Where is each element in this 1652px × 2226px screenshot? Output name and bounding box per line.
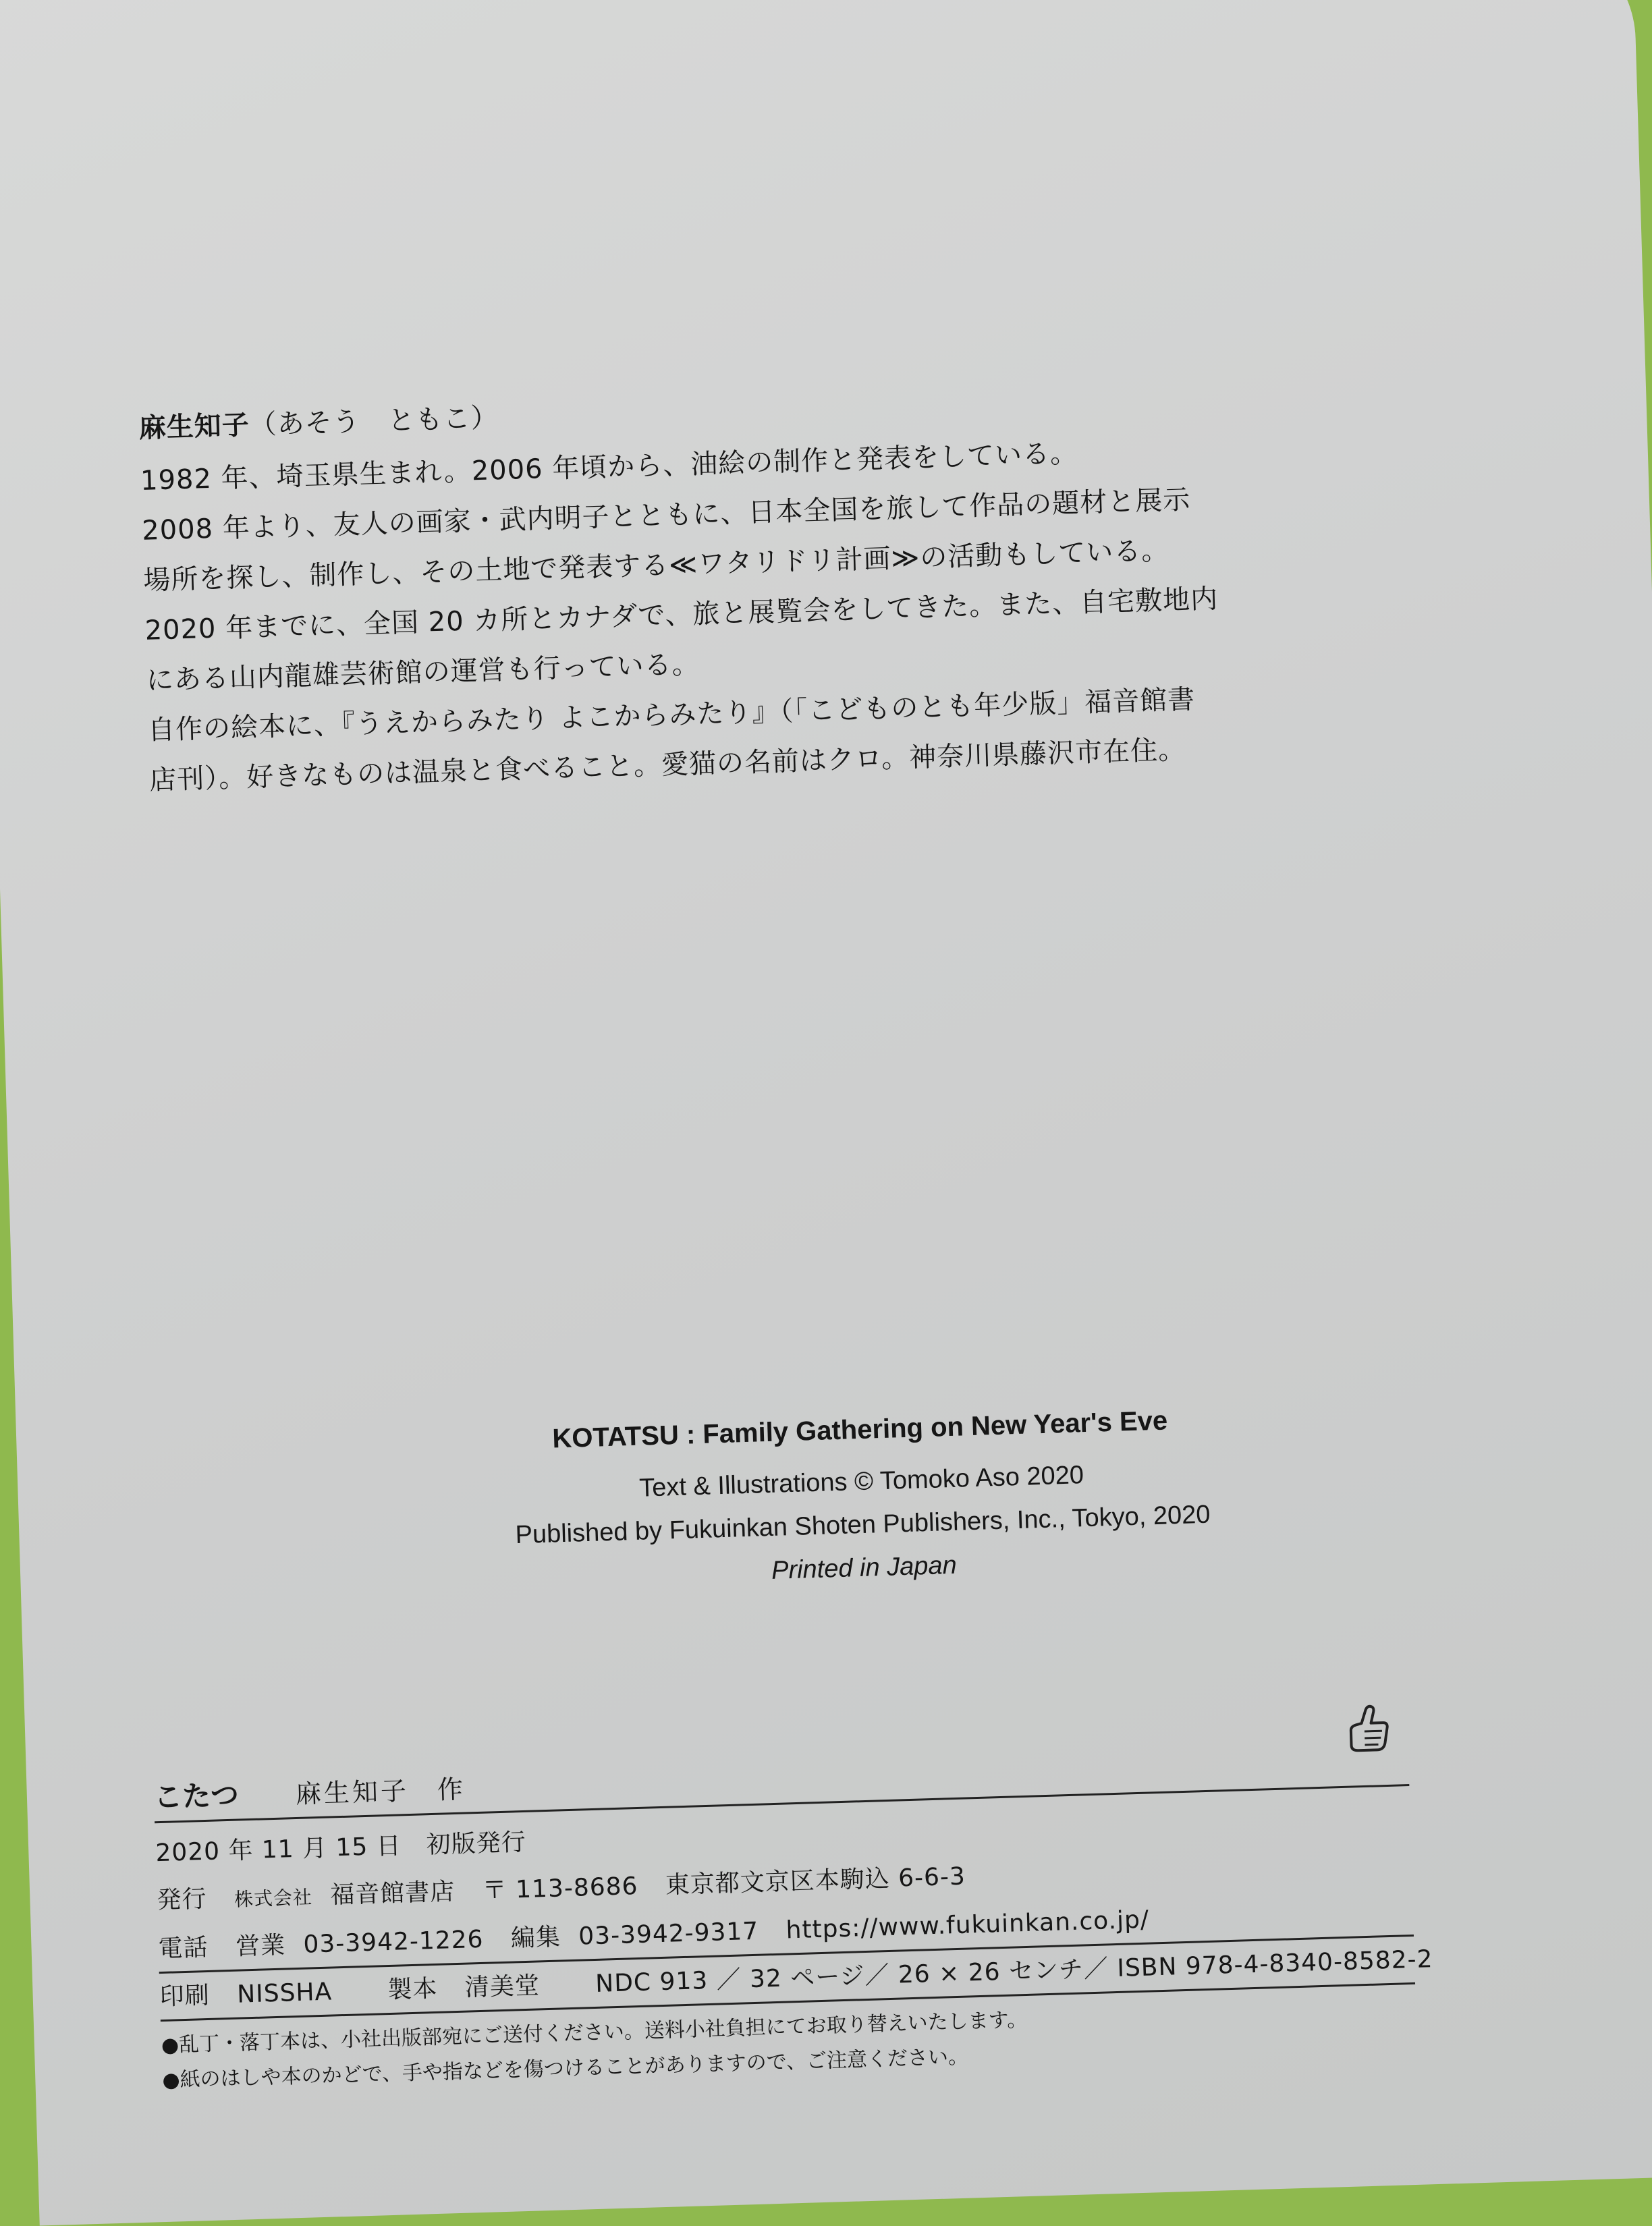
bio-line: 2020 年までに、全国 20 カ所とカナダで、旅と展覧会をしてきた。また、自宅敷地内 <box>144 583 1219 646</box>
sales-phone: 03-3942-1226 <box>302 1925 485 1959</box>
edit-label: 編集 <box>510 1923 561 1953</box>
edit-phone: 03-3942-9317 <box>578 1917 759 1951</box>
author-name: 麻生知子 <box>138 410 250 444</box>
bio-line: にある山内龍雄芸術館の運営も行っている。 <box>146 648 700 696</box>
phone-label: 電話 <box>158 1933 209 1964</box>
english-credits <box>421 1402 1303 1603</box>
bio-line: 2008 年より、友人の画家・武内明子とともに、日本全国を旅して作品の題材と展示 <box>141 484 1191 547</box>
publisher-line: Published by Fukuinkan Shoten Publishers, Inc., Tokyo, 2020 <box>515 1500 1211 1550</box>
note-line: ●紙のはしや本のかどで、手や指などを傷つけることがありますので、ご注意ください。 <box>161 2044 969 2093</box>
bio-line: 自作の絵本に、『うえからみたり よこからみたり』（「こどものとも年少版」福音館書 <box>147 684 1196 746</box>
author-name-kana: （あそう ともこ） <box>249 402 499 441</box>
sales-label: 営業 <box>235 1931 286 1961</box>
print-label: 印刷 <box>159 1981 211 2011</box>
website-url: https://www.fukuinkan.co.jp/ <box>786 1905 1150 1945</box>
company-prefix: 株式会社 <box>233 1886 313 1911</box>
address: 東京都文京区本駒込 6-6-3 <box>665 1862 966 1899</box>
binder-name: 清美堂 <box>464 1972 541 2002</box>
author-bio <box>138 372 1338 806</box>
binding-label: 製本 <box>387 1974 439 2005</box>
credit-line: Text & Illustrations © Tomoko Aso 2020 <box>638 1461 1084 1503</box>
issue-date: 2020 年 11 月 15 日 初版発行 <box>155 1828 527 1868</box>
book-specs: NDC 913 ／ 32 ページ／ 26 × 26 センチ／ ISBN 978-4-8340-8582-2 <box>595 1945 1434 1998</box>
printer-name: NISSHA <box>236 1978 333 2009</box>
postal-code: 〒 113-8686 <box>482 1872 639 1905</box>
bio-line: 1982 年、埼玉県生まれ。2006 年頃から、油絵の制作と発表をしている。 <box>140 437 1078 497</box>
book-author: 麻生知子 作 <box>295 1774 466 1809</box>
company-name: 福音館書店 <box>329 1878 456 1910</box>
colophon <box>153 1738 1434 2098</box>
publisher-label: 発行 <box>156 1885 208 1915</box>
printed-in-line: Printed in Japan <box>771 1551 958 1585</box>
bio-line: 場所を探し、制作し、その土地で発表する≪ワタリドリ計画≫の活動もしている。 <box>142 534 1169 596</box>
book-title: こたつ <box>153 1778 240 1814</box>
note-line: ●乱丁・落丁本は、小社出版部宛にご送付ください。送料小社負担にてお取り替えいたします。 <box>161 2007 1028 2058</box>
bio-line: 店刊）。好きなものは温泉と食べること。愛猫の名前はクロ。神奈川県藤沢市在住。 <box>148 734 1186 796</box>
english-title: KOTATSU : Family Gathering on New Year's Eve <box>551 1406 1168 1454</box>
